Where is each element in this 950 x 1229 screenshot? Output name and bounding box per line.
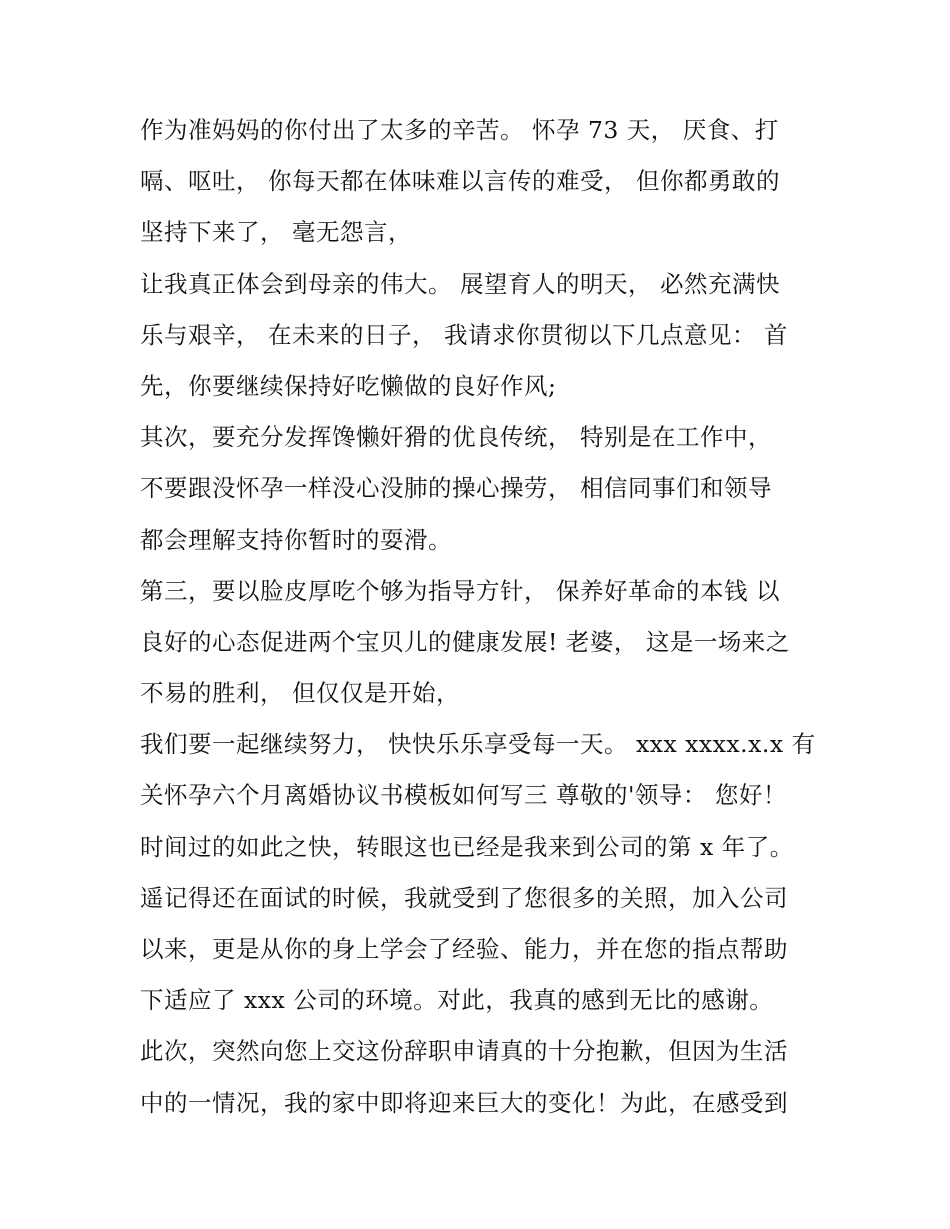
text-line-18: 下适应了 xxx 公司的环境。对此，我真的感到无比的感谢。	[140, 986, 774, 1015]
text-line-12: 不易的胜利， 但仅仅是开始，	[140, 679, 460, 708]
text-line-17: 以来，更是从你的身上学会了经验、能力，并在您的指点帮助	[140, 935, 788, 963]
text-line-14: 关怀孕六个月离婚协议书模板如何写三 尊敬的'领导： 您好！	[140, 781, 787, 810]
text-line-10: 第三，要以脸皮厚吃个够为指导方针， 保养好革命的本钱 以	[140, 576, 780, 605]
text-line-19: 此次，突然向您上交这份辞职申请真的十分抱歉，但因为生活	[140, 1037, 788, 1066]
text-line-20: 中的一情况，我的家中即将迎来巨大的变化！为此，在感受到	[140, 1088, 788, 1117]
text-line-3: 坚持下来了， 毫无怨言，	[140, 218, 412, 247]
text-line-5: 乐与艰辛， 在未来的日子， 我请求你贯彻以下几点意见： 首	[140, 320, 788, 349]
body-text	[140, 108, 840, 1132]
text-line-7: 其次，要充分发挥馋懒奸猾的优良传统， 特别是在工作中，	[140, 423, 772, 452]
text-line-11: 良好的心态促进两个宝贝儿的健康发展! 老婆， 这是一场来之	[140, 627, 790, 656]
text-line-13: 我们要一起继续努力， 快快乐乐享受每一天。 xxx xxxx.x.x 有	[140, 730, 816, 759]
text-line-15: 时间过的如此之快，转眼这也已经是我来到公司的第 x 年了。	[140, 832, 794, 861]
text-line-6: 先，你要继续保持好吃懒做的良好作风;	[140, 371, 557, 400]
text-line-2: 嗝、呕吐， 你每天都在体味难以言传的难受， 但你都勇敢的	[140, 167, 780, 196]
text-line-16: 遥记得还在面试的时候，我就受到了您很多的关照，加入公司	[140, 883, 788, 912]
text-line-9: 都会理解支持你暂时的耍滑。	[140, 525, 452, 554]
text-line-1: 作为准妈妈的你付出了太多的辛苦。 怀孕 73 天， 厌食、打	[140, 116, 779, 144]
text-line-8: 不要跟没怀孕一样没心没肺的操心操劳， 相信同事们和领导	[140, 474, 772, 503]
text-line-4: 让我真正体会到母亲的伟大。 展望育人的明天， 必然充满快	[140, 269, 780, 298]
